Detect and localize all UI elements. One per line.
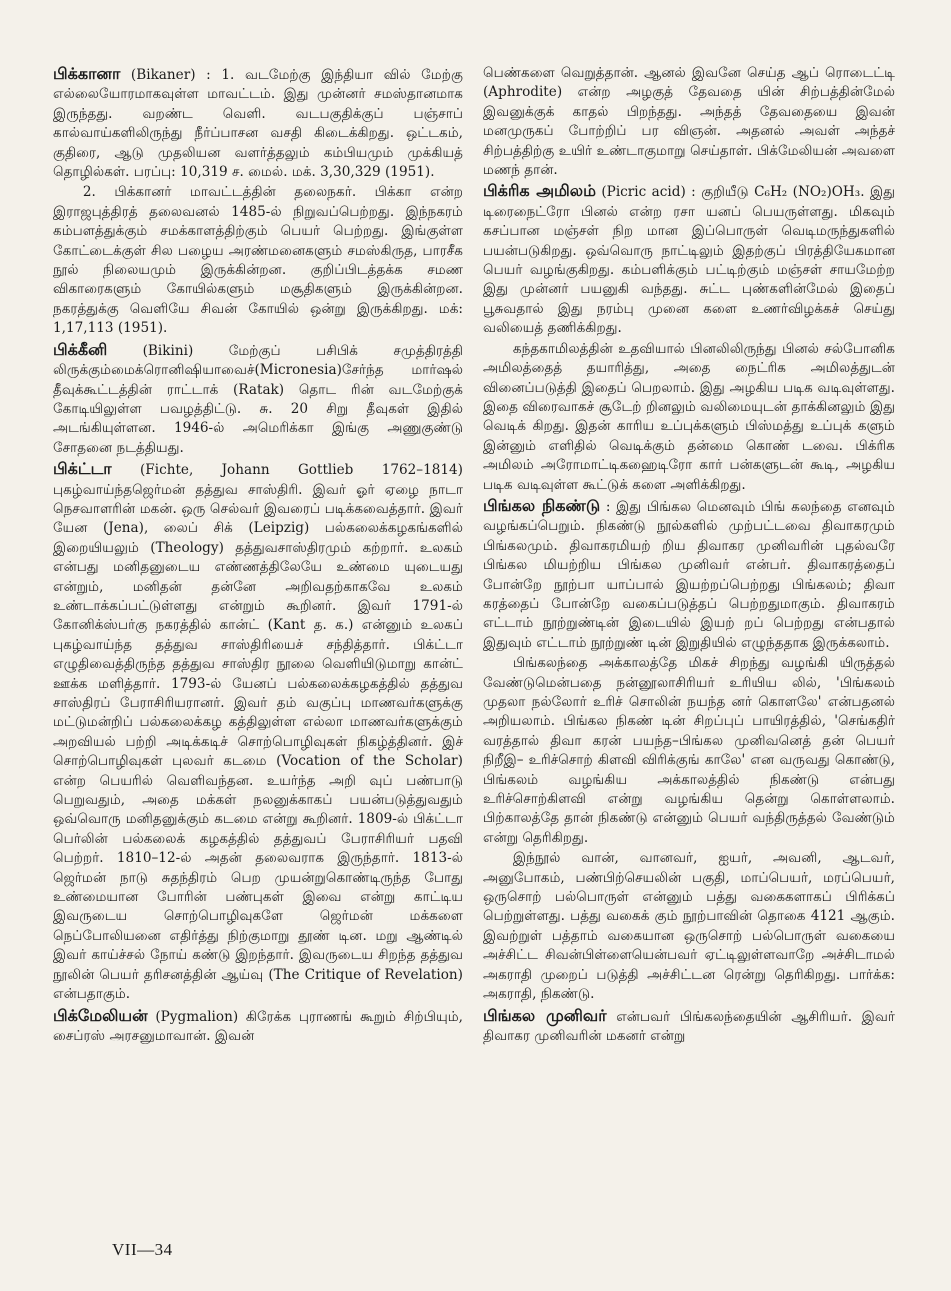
entry-text: (Picric acid) : குறியீடு C₆H₂ (NO₂)OH₃. இது டிரைநைட்ரோ பினல் என்ற ரசா யனப் பெயருள்ளது. மிகவும் கசப்பான மஞ்சள் நிற மான இப்பொருள் வெடிமருந்துகளில் பயன்படுகிறது. ஒவ்வொரு நாட்டிலும் இதற்குப் பிரத்தியேகமான பெயர் வழங்குகிறது. கம்பளிக்கும் பட்டிற்கும் மஞ்சள் சாயமேற்ற இது முன்னர் பயனுகி வந்தது. சுட்ட புண்களின்மேல் இதைப் பூசுவதால் இது நரம்பு முனை களை உணர்விழக்கச் செய்து வலியைத் தணிக்கிறது. (483, 184, 895, 337)
dictionary-entry (53, 1006, 463, 1047)
entry-text: (Fichte, Johann Gottlieb 1762–1814) புகழ்வாய்ந்தஜெர்மன் தத்துவ சாஸ்திரி. இவர் ஓர் ஏழை நாடா நெசவாளரின் மகன். ஒரு செல்வர் இவரைப் படிக்கவைத்தார். இவர் யேன (Jena), லைப் சிக் (Leipzig) பல்கலைக்கழகங்களில் இறையியலும் (Theology) தத்துவசாஸ்திரமும் கற்றார். உலகம் என்பது மனிதனுடைய எண்ணத்திலேயே உண்மை யுடையது என்றும், மனிதன் தன்னே அறிவதற்காகவே உலகம் உண்டாக்கப்பட்டுள்ளது என்றும் கூறினர். இவர் 1791-ல் கோனிக்ஸ்பர்கு நகரத்தில் கான்ட் (Kant த. க.) என்னும் உலகப் புகழ்வாய்ந்த தத்துவ சாஸ்திரியைச் சந்தித்தார். பிக்ட்டா எழுதிவைத்திருந்த தத்துவ சாஸ்திர நூலை வெளியிடுமாறு கான்ட் ஊக்க மளித்தார். 1793-ல் யேனப் பல்கலைக்கழகத்தில் தத்துவ சாஸ்திரப் பேராசிரியரானர். இவர் தம் வகுப்பு மாணவர்களுக்கு மட்டுமன்றிப் பல்கலைக்கழ கத்திலுள்ள எல்லா மாணவர்களுக்கும் அறவியல் பற்றி அடிக்கடிச் சொற்பொழிவுகள் நிகழ்த்தினர். இச் சொற்பொழிவுகள் புலவர் கடமை (Vocation of the Scholar) என்ற பெயரில் வெளிவந்தன. உயர்ந்த அறி வுப் பண்பாடு பெறுவதும், அதை மக்கள் நலனுக்காகப் பயன்படுத்துவதும் ஒவ்வொரு மனிதனுக்கும் கடமை என்று கூறினர். 1809-ல் பிக்ட்டா பெர்லின் பல்கலைக் கழகத்தில் தத்துவப் பேராசிரியர் பதவி பெற்றர். 1810–12-ல் அதன் தலைவராக இருந்தார். 1813-ல் ஜெர்மன் நாடு சுதந்திரம் பெற முயன்றுகொண்டிருந்த போது உண்மையான போரின் பண்புகள் இவை என்று காட்டிய இவருடைய சொற்பொழிவுகளே ஜெர்மன் மக்களை நெப்போலியனை எதிர்த்து நிற்குமாறு தூண் டின. மறு ஆண்டில் இவர் காய்ச்சல் நோய் கண்டு இறந்தார். இவருடைய சிறந்த தத்துவ நூலின் பெயர் தரிசனத்தின் ஆய்வு (The Critique of Revelation) என்பதாகும். (53, 462, 463, 1003)
entry-headword: பிக்ரிக அமிலம் (483, 181, 596, 201)
paragraph (53, 183, 463, 338)
paragraph (483, 654, 895, 848)
entry-text: (Bikini) மேற்குப் பசிபிக் சமுத்திரத்தி லிருக்கும்மைக்ரொனிஷியாவைச்(Micronesia)சேர்ந்த மார்ஷல் தீவுக்கூட்டத்தின் ராட்டாக் (Ratak) தொட ரின் வடமேற்குக் கோடியிலுள்ள பவழத்திட்டு. சு. 20 சிறு தீவுகள் இதில் அடங்கியுள்ளன. 1946-ல் அமெரிக்கா இங்கு அணுகுண்டு சோதனை நடத்தியது. (53, 342, 463, 456)
entry-text: என்பவர் பிங்கலந்தையின் ஆசிரியர். இவர் திவாகர முனிவரின் மகனர் என்று (483, 1008, 895, 1044)
dictionary-entry (53, 459, 463, 1004)
dictionary-entry (53, 340, 463, 458)
dictionary-entry (483, 181, 895, 338)
page-folio: VII—34 (112, 1240, 173, 1259)
entry-text: : இது பிங்கல மெனவும் பிங் கலந்தை எனவும் வழங்கப்பெறும். நிகண்டு நூல்களில் முற்பட்டவை திவாகரமும் பிங்கலமும். திவாகரமியற் றிய திவாகர முனிவரின் புதல்வரே பிங்கல மியற்றிய பிங்கல முனிவர் என்பர். திவாகரத்தைப் போன்றே நூற்பா யாப்பால் இயற்றப்பெற்றது பிங்கலம்; திவா கரத்தைப் போன்றே வகைப்படுத்தப் பெற்றதுமாகும். திவாகரம் எட்டாம் நூற்றுண்டின் இடையில் இயற் றப் பெற்றது என்பதால் இதுவும் எட்டாம் நூற்றுண் டின் இறுதியில் எழுந்ததாக இருக்கலாம். (483, 498, 895, 651)
paragraph (483, 64, 895, 180)
entry-headword: பிக்ட்டா (53, 459, 112, 479)
entry-headword: பிங்கல முனிவர் (483, 1005, 607, 1025)
dictionary-entry (483, 496, 895, 653)
entry-headword: பிக்கீனி (53, 339, 108, 359)
entry-text: இந்நூல் வான், வானவர், ஐயர், அவனி, ஆடவர், அனுபோகம், பண்பிற்செயலின் பகுதி, மாப்பெயர், மரப்பெயர், ஒருசொற் பல்பொருள் என்னும் பத்து வகைகளாகப் பிரிக்கப் பெற்றுள்ளது. பத்து வகைக் கும் நூற்பாவின் தொகை 4121 ஆகும். இவற்றுள் பத்தாம் வகையான ஒருசொற் பல்பொருள் வகையை அச்சிட்ட சிவன்பிள்ளையென்பவர் ஏட்டிலுள்ளவாறே அச்சிடாமல் அகராதி முறைப் படுத்தி அச்சிட்டன ரென்று தெரிகிறது. பார்க்க: அகராதி, நிகண்டு. (483, 850, 895, 1003)
right-column (483, 64, 895, 1047)
entry-headword: பிக்கானா (53, 64, 121, 83)
paragraph (483, 849, 895, 1004)
entry-text: கந்தகாமிலத்தின் உதவியால் பினலிலிருந்து பினல் சல்போனிக அமிலத்தைத் தயாரித்து, அதை நைட்ரிக அமிலத்துடன் வினைப்படுத்தி இதைப் பெறலாம். இது அழகிய படிக வடிவுள்ளது. இதை விரைவாகச் சூடேற் றினலும் வலிமையுடன் தாக்கினலும் இது வெடிக் கிறது. இதன் காரிய உப்புக்களும் பிஸ்மத்து உப்புக் களும் இன்னும் எளிதில் வெடிக்கும் தன்மை கொண் டவை. பிக்ரிக அமிலம் அரோமாட்டிகஹைடிரோ கார் பன்களுடன் கூடி, அழகிய படிக வடிவுள்ள கூட்டுக் களை அளிக்கிறது. (483, 340, 895, 493)
dictionary-entry (483, 1006, 895, 1047)
entry-headword: பிக்மேலியன் (53, 1005, 148, 1025)
entry-text: (Pygmalion) கிரேக்க புராணங் கூறும் சிற்பியும், சைப்ரஸ் அரசனுமாவான். இவன் (53, 1008, 463, 1044)
entry-text: பிங்கலந்தை அக்காலத்தே மிகச் சிறந்து வழங்கி யிருத்தல் வேண்டுமென்பதை நன்னூலாசிரியர் உரியிய லில், 'பிங்கலம் முதலா நல்லோர் உரிச் சொலின் நயந்த னர் கொளலே' என்பதனல் அறியலாம். பிங்கல நிகண் டின் சிறப்புப் பாயிரத்தில், 'செங்கதிர் வரத்தால் திவா கரன் பயந்த–பிங்கல முனிவனெத் தன் பெயர் நிறீஇ– உரிச்சொற் கிளவி விரிக்குங் காலே' என வருவது கொண்டு, பிங்கலம் வழங்கிய அக்காலத்தில் நிகண்டு என்பது உரிச்சொற்கிளவி என்று வழங்கிய தென்று கொள்ளலாம். பிற்காலத்தே தான் நிகண்டு என்னும் பெயர் வந்திருத்தல் வேண்டும் என்று தெரிகிறது. (483, 655, 895, 846)
entry-headword: பிங்கல நிகண்டு (483, 495, 601, 515)
dictionary-entry (53, 64, 463, 182)
left-column (53, 64, 463, 1047)
entry-text: (Bikaner) : 1. வடமேற்கு இந்தியா வில் மேற்கு எல்லையோரமாகவுள்ள மாவட்டம். இது முன்னர் சமஸ்தானமாக இருந்தது. வறண்ட வெளி. வடபகுதிக்குப் பஞ்சாப் கால்வாய்களிலிருந்து நீர்ப்பாசன வசதி கிடைக்கிறது. ஒட்டகம், குதிரை, ஆடு முதலியன வளர்த்தலும் கம்பியமும் முக்கியத் தொழில்கள். பரப்பு: 10,319 ச. மைல். மக். 3,30,329 (1951). (53, 67, 463, 181)
paragraph (483, 340, 895, 495)
entry-text: 2. பிக்கானர் மாவட்டத்தின் தலைநகர். பிக்கா என்ற இராஜபுத்திரத் தலைவனல் 1485-ல் நிறுவப்பெற்றது. இந்நகரம் கம்பளத்துக்கும் சமக்காளத்திற்கும் பெயர் பெற்றது. இங்குள்ள கோட்டைக்குள் சில பழைய அரண்மனைகளும் சமஸ்கிருத, பாரசீக நூல் நிலையமும் இருக்கின்றன. குறிப்பிடத்தக்க சமண விகாரைகளும் கோயில்களும் மசூதிகளும் இருக்கின்றன. நகரத்துக்கு வெளியே சிவன் கோயில் ஒன்று இருக்கிறது. மக்: 1,17,113 (1951). (53, 184, 463, 337)
entry-text: பெண்களை வெறுத்தான். ஆனல் இவனே செய்த ஆப் ரொடைட்டி (Aphrodite) என்ற அழகுத் தேவதை யின் சிற்பத்தின்மேல் இவனுக்குக் காதல் பிறந்தது. அந்தத் தேவதையை இவன் மனமுருகப் போற்றிப் பர விஞன். அதனல் அவள் அந்தச் சிற்பத்திற்கு உயிர் உண்டாகுமாறு செய்தாள். பிக்மேலியன் அவளை மணந் தான். (483, 65, 895, 179)
